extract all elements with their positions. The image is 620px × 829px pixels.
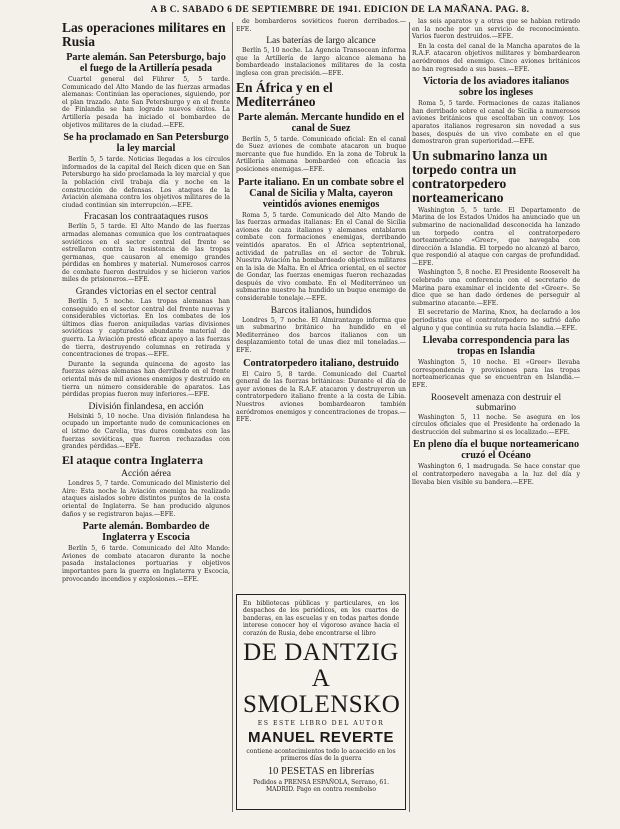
article-text: de bombarderos soviéticos fueron derribados.—EFE.: [236, 18, 406, 33]
headline-africa-mediterranean: En África y en el Mediterráneo: [236, 79, 333, 109]
subhead-italian-ships: Barcos italianos, hundidos: [270, 305, 372, 316]
ad-intro: En bibliotecas públicas y particulares, en los despachos de los periódicos, en los cuartos de banderas, en las escuelas y en todas partes donde interese conocer hoy el vigoroso avance hacia el corazón de Rusia, debe encontrarse el libro: [243, 600, 399, 637]
column-right: [412, 18, 580, 818]
subhead-air-action: Acción aérea: [121, 469, 171, 480]
subhead-long-range-batteries: Las baterías de largo alcance: [266, 36, 376, 47]
article-text: Roma 5, 5 tarde. Comunicado del Alto Mando de las fuerzas armadas italianas: En el Canal de Sicilia aviones de caza italianos y alemanes entablaron combate con formaciones enemigas, derribando veintidós aparatos. En el África septentrional, actividad de patrullas en el sector de Tobruk. Nuestra Aviación ha bombardeado objetivos militares en la isla de Malta. En el África oriental, en el sector de Gondar, las fuerzas enemigas fueron rechazadas después de vivo combate. En el Mediterráneo un submarino nuestro ha hundido un buque enemigo de considerable tonelaje.—EFE.: [236, 211, 406, 303]
article-text: Londres 5, 7 noche. El Almirantazgo informa que un submarino británico ha hundido en el Mediterráneo dos barcos italianos con un desplazamiento total de unas diez mil toneladas.—EFE.: [236, 316, 406, 355]
column-rule: [232, 22, 233, 812]
ad-author: MANUEL REVERTE: [248, 729, 394, 747]
page-header: A B C. SABADO 6 DE SEPTIEMBRE DE 1941. EDICION DE LA MAÑANA. PAG. 8.: [150, 5, 530, 15]
ad-price: 10 PESETAS en librerías: [267, 765, 375, 777]
subhead-central-sector: Grandes victorias en el sector central: [75, 287, 217, 298]
column-middle: [236, 18, 406, 488]
column-rule: [409, 22, 410, 812]
article-text: Londres 5, 7 tarde. Comunicado del Ministerio del Aire: Esta noche la Aviación enemiga ha realizado ataques aislados sobre distintos puntos de la costa oriental de Inglaterra. Se han producido algunos daños y se registraron bajas.—EFE.: [62, 480, 230, 518]
article-text: Berlín 5, 5 noche. Las tropas alemanas han conseguido en el sector central del frente nuevas y considerables victorias. En los combates de los últimos días fueron aniquiladas varias divisiones soviéticas y capturados abundante material de guerra. La Aviación prestó eficaz apoyo a las fuerzas de tierra, destruyendo columnas en retirada y concentraciones de tropas.—EFE.: [62, 298, 230, 359]
subhead-suez: Parte alemán. Mercante hundido en el canal de Suez: [237, 111, 405, 134]
article-text: Cuartel general del Führer 5, 5 tarde. Comunicado del Alto Mando de las fuerzas armadas alemanas: Continúan las operaciones, siguiendo, por el plan trazado. Ante San Petersburgo y en el frente de Finlandia se han logrado nuevos éxitos. La Artillería pesada ha iniciado el bombardeo de objetivos militares de la ciudad.—EFE.: [62, 76, 230, 129]
subhead-finnish-division: División finlandesa, en acción: [88, 401, 204, 412]
headline-attack-england: El ataque contra Inglaterra: [62, 452, 203, 467]
article-text: El Cairo 5, 8 tarde. Comunicado del Cuartel general de las fuerzas británicas: Durante el día de ayer aviones de la R.A.F. atacaron y destruyeron un contratorpedero italiano frente a la costa de Libia. Nuestros aviones bombardearon también aeródromos enemigos y concentraciones de tropas.—EFE.: [236, 370, 406, 424]
article-text: Berlín 5, 5 tarde. El Alto Mando de las fuerzas armadas alemanas comunica que los contraataques soviéticos en el sector central del frente se estrellaron contra la resistencia de las tropas germanas, que causaron al enemigo grandes pérdidas en hombres y material. Numerosos carros de combate fueron destruidos y se hicieron varios miles de prisioneros.—EFE.: [62, 223, 230, 284]
subhead-italian-report: Parte italiano. En un combate sobre el Canal de Sicilia y Malta, cayeron veintidós aviones enemigos: [238, 176, 404, 210]
ad-byline: ES ESTE LIBRO DEL AUTOR: [257, 720, 385, 728]
article-text: En la costa del canal de la Mancha aparatos de la R.A.F. atacaron objetivos militares y bombardearon aeródromos del enemigo. Cinco aviones británicos no han regresado a sus bases.—EFE.: [412, 42, 580, 73]
ad-description: contiene acontecimientos todo lo acaecido en los primeros días de la guerra: [246, 748, 396, 763]
article-text: Helsinki 5, 10 noche. Una división finlandesa ha ocupado un importante nudo de comunicaciones en el istmo de Carelia, tras duros combates con las fuerzas soviéticas, que fueron rechazadas con grandes pérdidas.—EFE.: [62, 412, 230, 451]
subhead-roosevelt-threat: Roosevelt amenaza con destruir el submarino: [430, 392, 562, 413]
article-text: Berlín 5, 5 tarde. Comunicado oficial: En el canal de Suez aviones de combate atacaron un buque mercante que fue hundido. En la zona de Tobruk la Artillería alemana bombardeó con eficacia las posiciones enemigas.—EFE.: [236, 135, 406, 173]
ad-orders: Pedidos a PRENSA ESPAÑOLA, Serrano, 61. MADRID. Pago en contra reembolso: [253, 778, 389, 794]
subhead-german-report: Parte alemán. San Petersburgo, bajo el fuego de la Artillería pesada: [66, 52, 226, 74]
article-text: Berlín 5, 10 noche. La Agencia Transocean informa que la Artillería de largo alcance alemana ha bombardeado instalaciones militares de la costa inglesa con gran precisión.—EFE.: [236, 47, 406, 77]
subhead-martial-law: Se ha proclamado en San Petersburgo la ley marcial: [63, 132, 229, 155]
ad-title-line-2: A SMOLENSKO: [243, 665, 401, 719]
article-text: Roma 5, 5 tarde. Formaciones de cazas italianos han derribado sobre el canal de Sicilia a numerosos aviones británicos que escoltaban un convoy. Los aparatos italianos regresaron sin novedad a sus bases, después de un vivo combate en el que demostraron gran superioridad.—EFE.: [412, 100, 580, 146]
column-left: [62, 18, 230, 818]
article-text: las seis aparatos y a otras que se habían retirado en la noche por un servicio de reconocimiento. Varios fueron destruidos.—EFE.: [412, 18, 580, 41]
article-text: Berlín 5, 5 tarde. Noticias llegadas a los círculos informados de la capital del Reich dicen que en San Petersburgo ha sido proclamada la ley marcial y que la población civil trabaja día y noche en la construcción de defensas. Los ataques de la Aviación alemana contra los objetivos militares de la ciudad continúan sin interrupción.—EFE.: [62, 156, 230, 209]
subhead-bombing-england: Parte alemán. Bombardeo de Inglaterra y Escocia: [82, 521, 210, 544]
headline-submarine-torpedo: Un submarino lanza un torpedo contra un contratorpedero norteamericano: [412, 147, 548, 205]
article-text: Washington 6, 1 madrugada. Se hace constar que el contratorpedero navegaba a la luz del día y llevaba bien visible su bandera.—EFE.: [412, 463, 580, 486]
subhead-counterattacks: Fracasan los contraataques rusos: [83, 212, 209, 223]
article-text: Washington 5, 5 tarde. El Departamento de Marina de los Estados Unidos ha anunciado que un submarino de nacionalidad desconocida ha lanzado un torpedo contra el contratorpedero norteamericano «Greer», que navegaba con dirección a Islandia. El torpedo no alcanzó al barco, que respondió al ataque con cargas de profundidad.—EFE.: [412, 206, 580, 267]
ad-title-line-1: DE DANTZIG: [243, 639, 399, 667]
article-text: El secretario de Marina, Knox, ha declarado a los periodistas que el contratorpedero no sufrió daño alguno y que continúa su ruta hacia Islandia.—EFE.: [412, 309, 580, 332]
book-advertisement: [236, 594, 406, 810]
headline-russia: Las operaciones militares en Rusia: [62, 20, 226, 49]
subhead-destroyer: Contratorpedero italiano, destruido: [243, 357, 399, 369]
subhead-ocean-crossing: En pleno día el buque norteamericano cruzó el Océano: [412, 439, 580, 462]
subhead-italian-aviators: Victoria de los aviadores italianos sobre los ingleses: [422, 76, 570, 99]
article-text: Berlín 5, 6 tarde. Comunicado del Alto Mando: Aviones de combate atacaron durante la noche pasada instalaciones portuarias y objetivos importantes para la guerra en Inglaterra y Escocia, provocando incendios y explosiones.—EFE.: [62, 545, 230, 583]
article-text: Washington 5, 11 noche. Se asegura en los círculos oficiales que el Presidente ha ordenado la destrucción del submarino si es localizado.—EFE.: [412, 413, 580, 436]
article-text: Washington 5, 10 noche. El «Greer» llevaba correspondencia y provisiones para las tropas norteamericanas que se encuentran en Islandia.—EFE.: [412, 359, 580, 389]
subhead-iceland-mail: Llevaba correspondencia para las tropas en Islandia: [422, 335, 570, 358]
article-text: Durante la segunda quincena de agosto las fuerzas aéreas alemanas han derribado en el frente oriental más de mil aviones enemigos y destruido en tierra un número considerable de aparatos. Las pérdidas propias fueron muy inferiores.—EFE.: [62, 360, 230, 399]
article-text: Washington 5, 8 noche. El Presidente Roosevelt ha celebrado una conferencia con el secretario de Marina para examinar el incidente del «Greer». Se dice que se han dado órdenes de perseguir al submarino atacante.—EFE.: [412, 269, 580, 307]
